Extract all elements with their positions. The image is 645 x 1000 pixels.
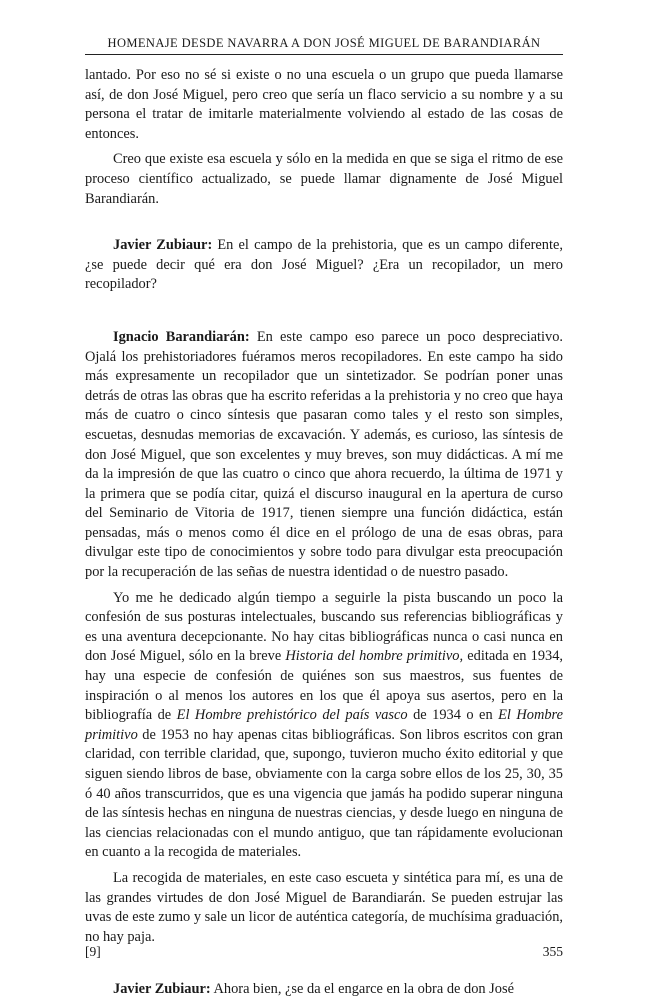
page-body [85, 66, 563, 1000]
question-text: Ahora bien, ¿se da el engarce en la obra de don José [210, 981, 514, 998]
question-engarce [85, 980, 563, 1000]
paragraph-school: Creo que existe esa escuela y sólo en la medida en que se siga el ritmo de ese proceso científico actualizado, se puede llamar dignamente de José Miguel Barandiarán. [85, 151, 563, 207]
text-run: de 1953 no hay apenas citas bibliográficas. Son libros escritos con gran claridad, con terrible claridad, que, supongo, tuvieron mucho éxito editorial y que siguen siendo libros de base, obviamente con la carga sobre ellos de los 25, 30, 35 ó 40 años transcurridos, que es una vigencia que jamás ha podido superar ninguna de las síntesis hechas en ninguna de nuestras ciencias, y desde luego en ninguna de las ciencias relacionadas con el mundo antiguo, que tan rápidamente evolucionan en cuanto a la recogida de materiales. [85, 726, 563, 861]
speaker-name: Javier Zubiaur: [113, 981, 211, 998]
answer-text: En este campo eso parece un poco despreciativo. Ojalá los prehistoriadores fuéramos meros recopiladores. En este campo ha sido más expresamente un recopilador que un sintetizador. Se podrían poner unas detrás de otras las obras que ha escrito referidas a la prehistoria y no creo que haya más de cuatro o cinco síntesis que pasaran como tales y el resto son simples, escuetas, desnudas memorias de excavación. Y además, es curioso, las síntesis de don José Miguel, que son excelentes y muy breves, son muy didácticas. A mí me da la impresión de que las cuatro o cinco que ahora recuerdo, la última de 1971 y la primera que se podía citar, quizá el discurso inaugural en la apertura de curso del Seminario de Vitoria de 1917, tienen siempre una función didáctica, están pensadas, más o menos como él dice en el prólogo de una de esas obras, para divulgar este tipo de conocimientos y sobre todo para divulgar esta preocupación por la recuperación de las señas de nuestra identidad o de nuestro pasado. [85, 328, 563, 581]
book-title: El Hombre primitivo [85, 707, 563, 743]
header-rule [85, 54, 563, 55]
paragraph-continuation: lantado. Por eso no sé si existe o no una escuela o un grupo que pueda llamarse así, de don José Miguel, pero creo que sería un flaco servicio a su nombre y a su persona el tratar de imitarle materialmente volviendo al estado de las cosas de entonces. [85, 67, 563, 142]
question-text: En el campo de la prehistoria, que es un campo diferente, ¿se puede decir qué era don José Miguel? ¿Era un recopilador, un mero recopilador? [85, 237, 563, 293]
paragraph-materials: La recogida de materiales, en este caso escueta y sintética para mí, es una de las grandes virtudes de don José Miguel de Barandiarán. Se pueden estrujar las uvas de este zumo y sale un licor de auténtica categoría, de muchísima graduación, no hay paja. [85, 869, 563, 945]
section-marker: [9] [85, 944, 101, 959]
answer-prehistory [85, 328, 563, 583]
question-prehistory [85, 236, 563, 295]
text-run: de 1934 o en [407, 707, 499, 724]
running-header: HOMENAJE DESDE NAVARRA A DON JOSÉ MIGUEL DE BARANDIARÁN [107, 36, 541, 50]
paragraph-bibliography [85, 589, 563, 863]
text-run: editada en 1934, hay una especie de confesión de quiénes son sus maestros, sus fuentes de inspiración o al menos los autores en los que él apoya sus asertos, pero en la bibliografía de [85, 648, 564, 724]
text-run: Yo me he dedicado algún tiempo a seguirle la pista buscando un poco la confesión de sus posturas intelectuales, buscando sus referencias bibliográficas y es una aventura decepcionante. No hay citas bibliográficas nunca o casi nunca en don José Miguel, sólo en la breve [85, 589, 563, 665]
page-number: 355 [542, 944, 563, 959]
speaker-name: Ignacio Barandiarán: [113, 328, 250, 345]
speaker-name: Javier Zubiaur: [113, 237, 213, 254]
book-title: El Hombre prehistórico del país vasco [176, 707, 408, 724]
book-title: Historia del hombre primitivo, [285, 648, 464, 665]
